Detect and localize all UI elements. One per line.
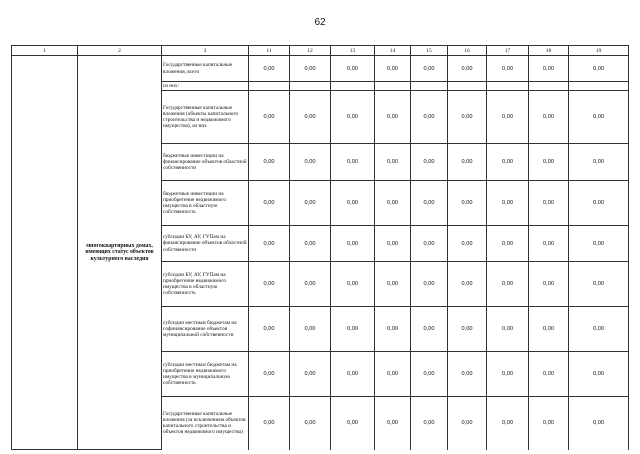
value-cell: 0,00 bbox=[569, 56, 629, 82]
funding-source-label: субсидии местным бюджетам на приобретение недвижимого имущества в муниципальную собственность bbox=[162, 352, 249, 397]
value-cell bbox=[249, 82, 290, 91]
funding-source-label: из них: bbox=[162, 82, 249, 91]
value-cell: 0,00 bbox=[249, 144, 290, 181]
column-header: 12 bbox=[290, 46, 331, 56]
value-cell: 0,00 bbox=[529, 181, 569, 226]
value-cell: 0,00 bbox=[529, 397, 569, 450]
value-cell: 0,00 bbox=[290, 397, 331, 450]
value-cell: 0,00 bbox=[249, 397, 290, 450]
value-cell: 0,00 bbox=[529, 91, 569, 144]
value-cell: 0,00 bbox=[569, 307, 629, 352]
value-cell: 0,00 bbox=[290, 226, 331, 262]
value-cell bbox=[569, 82, 629, 91]
value-cell: 0,00 bbox=[249, 262, 290, 307]
value-cell bbox=[331, 82, 375, 91]
value-cell: 0,00 bbox=[569, 397, 629, 450]
value-cell: 0,00 bbox=[569, 352, 629, 397]
value-cell: 0,00 bbox=[331, 181, 375, 226]
column-header: 14 bbox=[375, 46, 411, 56]
value-cell: 0,00 bbox=[411, 262, 448, 307]
value-cell: 0,00 bbox=[411, 352, 448, 397]
section-number-cell bbox=[12, 56, 78, 450]
value-cell: 0,00 bbox=[448, 144, 487, 181]
value-cell: 0,00 bbox=[411, 56, 448, 82]
value-cell bbox=[411, 82, 448, 91]
value-cell: 0,00 bbox=[249, 91, 290, 144]
value-cell: 0,00 bbox=[411, 226, 448, 262]
value-cell: 0,00 bbox=[290, 56, 331, 82]
value-cell: 0,00 bbox=[487, 91, 529, 144]
value-cell: 0,00 bbox=[569, 144, 629, 181]
value-cell: 0,00 bbox=[569, 262, 629, 307]
value-cell: 0,00 bbox=[331, 226, 375, 262]
value-cell: 0,00 bbox=[375, 56, 411, 82]
value-cell: 0,00 bbox=[487, 144, 529, 181]
value-cell: 0,00 bbox=[529, 307, 569, 352]
object-name-cell: многоквартирных домах, имеющих статус объектов культурного наследия bbox=[78, 56, 162, 450]
value-cell: 0,00 bbox=[375, 91, 411, 144]
value-cell: 0,00 bbox=[487, 262, 529, 307]
funding-source-label: бюджетные инвестиции на приобретение недвижимого имущества в областную собственность bbox=[162, 181, 249, 226]
value-cell bbox=[487, 82, 529, 91]
funding-source-label: Государственные капитальные вложения (объекты капитального строительства и недвижимого имущества), из них bbox=[162, 91, 249, 144]
table-header-row bbox=[12, 46, 629, 56]
value-cell bbox=[375, 82, 411, 91]
column-header: 16 bbox=[448, 46, 487, 56]
value-cell: 0,00 bbox=[331, 144, 375, 181]
value-cell: 0,00 bbox=[375, 262, 411, 307]
column-header: 15 bbox=[411, 46, 448, 56]
value-cell: 0,00 bbox=[331, 307, 375, 352]
value-cell: 0,00 bbox=[290, 307, 331, 352]
value-cell: 0,00 bbox=[375, 181, 411, 226]
value-cell: 0,00 bbox=[375, 226, 411, 262]
value-cell: 0,00 bbox=[448, 226, 487, 262]
value-cell: 0,00 bbox=[411, 144, 448, 181]
value-cell: 0,00 bbox=[529, 262, 569, 307]
value-cell bbox=[529, 82, 569, 91]
column-header: 17 bbox=[487, 46, 529, 56]
value-cell: 0,00 bbox=[487, 226, 529, 262]
value-cell: 0,00 bbox=[331, 56, 375, 82]
funding-source-label: субсидии БУ, АУ, ГУПам на финансирование объектов областной собственности bbox=[162, 226, 249, 262]
value-cell: 0,00 bbox=[529, 226, 569, 262]
value-cell: 0,00 bbox=[249, 56, 290, 82]
value-cell: 0,00 bbox=[448, 56, 487, 82]
budget-table bbox=[11, 45, 629, 450]
funding-source-label: субсидии местным бюджетам на софинансирование объектов муниципальной собственности bbox=[162, 307, 249, 352]
funding-source-label: бюджетные инвестиции на финансирование объектов областной собственности bbox=[162, 144, 249, 181]
value-cell: 0,00 bbox=[487, 181, 529, 226]
value-cell: 0,00 bbox=[569, 226, 629, 262]
table-row bbox=[12, 56, 629, 82]
value-cell: 0,00 bbox=[411, 181, 448, 226]
value-cell: 0,00 bbox=[290, 262, 331, 307]
value-cell: 0,00 bbox=[448, 397, 487, 450]
value-cell: 0,00 bbox=[331, 397, 375, 450]
value-cell: 0,00 bbox=[529, 352, 569, 397]
value-cell: 0,00 bbox=[487, 56, 529, 82]
value-cell: 0,00 bbox=[529, 144, 569, 181]
value-cell: 0,00 bbox=[331, 262, 375, 307]
column-header: 19 bbox=[569, 46, 629, 56]
value-cell: 0,00 bbox=[290, 352, 331, 397]
funding-source-label: субсидии БУ, АУ, ГУПам на приобретение недвижимого имущества в областную собственность bbox=[162, 262, 249, 307]
value-cell: 0,00 bbox=[375, 352, 411, 397]
value-cell: 0,00 bbox=[529, 56, 569, 82]
value-cell: 0,00 bbox=[375, 397, 411, 450]
value-cell: 0,00 bbox=[249, 352, 290, 397]
funding-source-label: Государственные капитальные вложения (за исключением объектов капитального строительства и объектов недвижимого имущества) bbox=[162, 397, 249, 450]
column-header: 3 bbox=[162, 46, 249, 56]
value-cell: 0,00 bbox=[331, 91, 375, 144]
value-cell: 0,00 bbox=[411, 91, 448, 144]
funding-source-label: Государственные капитальные вложения, всего bbox=[162, 56, 249, 82]
value-cell: 0,00 bbox=[375, 144, 411, 181]
value-cell: 0,00 bbox=[569, 181, 629, 226]
value-cell bbox=[448, 82, 487, 91]
value-cell: 0,00 bbox=[290, 91, 331, 144]
value-cell: 0,00 bbox=[487, 352, 529, 397]
column-header: 11 bbox=[249, 46, 290, 56]
value-cell: 0,00 bbox=[411, 307, 448, 352]
value-cell: 0,00 bbox=[290, 181, 331, 226]
value-cell: 0,00 bbox=[448, 91, 487, 144]
column-header: 1 bbox=[12, 46, 78, 56]
value-cell: 0,00 bbox=[448, 181, 487, 226]
value-cell: 0,00 bbox=[448, 307, 487, 352]
value-cell: 0,00 bbox=[290, 144, 331, 181]
value-cell: 0,00 bbox=[569, 91, 629, 144]
value-cell: 0,00 bbox=[411, 397, 448, 450]
value-cell: 0,00 bbox=[249, 307, 290, 352]
column-header: 2 bbox=[78, 46, 162, 56]
column-header: 13 bbox=[331, 46, 375, 56]
value-cell: 0,00 bbox=[487, 397, 529, 450]
value-cell: 0,00 bbox=[448, 352, 487, 397]
value-cell bbox=[290, 82, 331, 91]
value-cell: 0,00 bbox=[448, 262, 487, 307]
value-cell: 0,00 bbox=[249, 226, 290, 262]
page-number: 62 bbox=[314, 17, 326, 28]
column-header: 18 bbox=[529, 46, 569, 56]
value-cell: 0,00 bbox=[249, 181, 290, 226]
value-cell: 0,00 bbox=[487, 307, 529, 352]
value-cell: 0,00 bbox=[375, 307, 411, 352]
value-cell: 0,00 bbox=[331, 352, 375, 397]
